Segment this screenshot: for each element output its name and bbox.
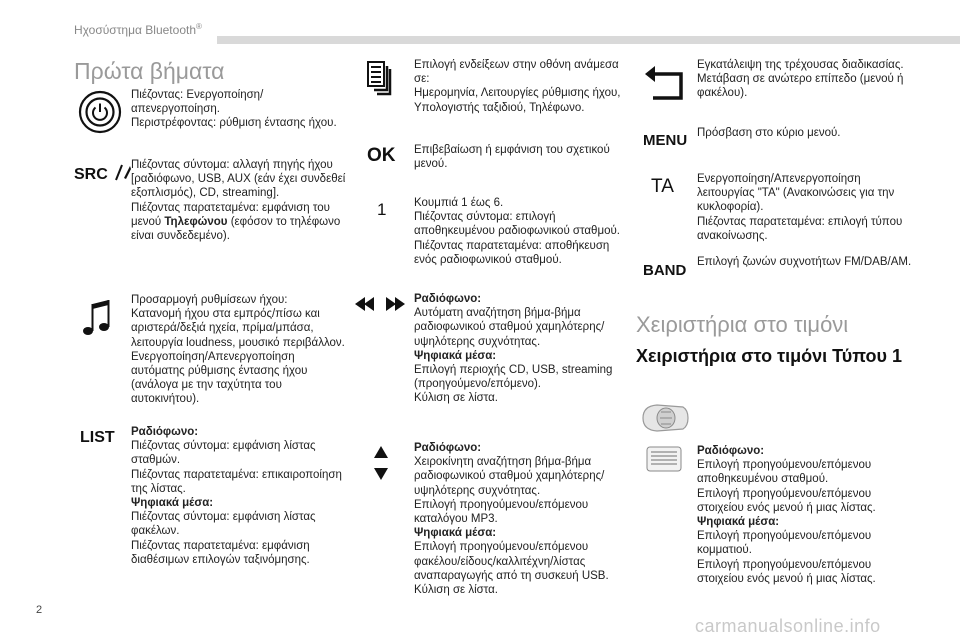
- preset-1-icon: 1: [377, 200, 387, 219]
- page-number: 2: [36, 604, 43, 616]
- list-icon: LIST: [80, 429, 115, 446]
- ok-desc: Επιβεβαίωση ή εμφάνιση του σχετικού μενού.: [414, 144, 610, 171]
- music-note-icon: [82, 298, 110, 343]
- steering-controls-type1-title: Χειριστήρια στο τιμόνι Τύπου 1: [636, 346, 903, 366]
- steering-controls-title: Χειριστήρια στο τιμόνι: [636, 312, 849, 337]
- display-select-icon: [366, 60, 394, 101]
- header-rule: [217, 36, 960, 44]
- watermark: carmanualsonline.info: [695, 616, 881, 636]
- list-desc: Ραδιόφωνο: Πιέζοντας σύντομα: εμφάνιση λίστας σταθμών. Πιέζοντας παρατεταμένα: επικαιροποίηση της λίστας. Ψηφιακά μέσα: Πιέζοντας σύντομα: εμφάνιση λίστας φακέλων. Πιέζοντας παρατεταμένα: εμφάνιση διαθέσιμων επιλογών ταξινόμησης.: [131, 426, 342, 566]
- audio-settings-desc: Προσαρμογή ρυθμίσεων ήχου: Κατανομή ήχου στα εμπρός/πίσω και αριστερά/δεξιά ηχεία, πρίμα/μπάσα, λειτουργία loudness, μουσικό περιβάλλον. Ενεργοποίηση/Απενεργοποίηση αυτόματης ρύθμισης έντασης ήχου (ανάλογα με την ταχύτητα του αυτοκινήτου).: [131, 294, 345, 406]
- back-icon: [645, 62, 685, 107]
- band-desc: Επιλογή ζωνών συχνοτήτων FM/DAB/AM.: [697, 256, 912, 268]
- display-select-desc: Επιλογή ενδείξεων στην οθόνη ανάμεσα σε: Ημερομηνία, Λειτουργίες ρύθμισης ήχου, Υπολογιστής ταξιδιού, Τηλέφωνο.: [414, 59, 621, 114]
- ta-desc: Ενεργοποίηση/Απενεργοποίηση λειτουργίας "TA" (Ανακοινώσεις για την κυκλοφορία). Πιέζοντας παρατεταμένα: επιλογή τύπου ανακοίνωσης.: [697, 173, 903, 242]
- ok-icon: OK: [367, 145, 396, 166]
- src-phone-icon: SRC: [74, 163, 132, 184]
- scroll-wheel-icon: [646, 446, 682, 477]
- band-icon: BAND: [643, 262, 687, 279]
- seek-icon: [355, 296, 405, 317]
- steering-control-stalk-icon: [639, 402, 689, 439]
- menu-icon: MENU: [643, 132, 688, 149]
- up-down-desc: Ραδιόφωνο: Χειροκίνητη αναζήτηση βήμα-βήμα ραδιοφωνικού σταθμού χαμηλότερης/ υψηλότερης συχνότητας. Επιλογή προηγούμενου/επόμενου καταλόγου MP3. Ψηφιακά μέσα: Επιλογή προηγούμενου/επόμενου φακέλου/είδους/καλλιτέχνη/λίστας αναπαραγωγής από τη συσκευή USB. Κύλιση σε λίστα.: [414, 442, 609, 597]
- wheel-desc: Ραδιόφωνο: Επιλογή προηγούμενου/επόμενου αποθηκευμένου σταθμού. Επιλογή προηγούμενου/επόμενου στοιχείου ενός μενού ή μιας λίστας. Ψηφιακά μέσα: Επιλογή προηγούμενου/επόμενου κομματιού. Επιλογή προηγούμενου/επόμενου στοιχείου ενός μενού ή μιας λίστας.: [697, 445, 876, 585]
- running-header: Ηχοσύστημα Bluetooth®: [74, 22, 202, 37]
- up-down-icon: [374, 446, 388, 485]
- ta-icon: TA: [651, 176, 674, 197]
- src-desc: Πιέζοντας σύντομα: αλλαγή πηγής ήχου [ραδιόφωνο, USB, AUX (εάν έχει συνδεθεί εξοπλισμός), CD, streaming]. Πιέζοντας παρατεταμένα: εμφάνιση του μενού Τηλεφώνου (εφόσον το τηλέφωνο είναι συνδεδεμένο).: [131, 159, 346, 243]
- section-title: Πρώτα βήματα: [74, 58, 225, 84]
- menu-desc: Πρόσβαση στο κύριο μενού.: [697, 127, 841, 139]
- preset-desc: Κουμπιά 1 έως 6. Πιέζοντας σύντομα: επιλογή αποθηκευμένου ραδιοφωνικού σταθμού. Πιέζοντας παρατεταμένα: αποθήκευση ενός ραδιοφωνικού σταθμού.: [414, 197, 620, 266]
- power-desc: Πιέζοντας: Ενεργοποίηση/ απενεργοποίηση. Περιστρέφοντας: ρύθμιση έντασης ήχου.: [131, 89, 337, 130]
- power-icon: [78, 90, 122, 139]
- seek-desc: Ραδιόφωνο: Αυτόματη αναζήτηση βήμα-βήμα ραδιοφωνικού σταθμού χαμηλότερης/ υψηλότερης συχνότητας. Ψηφιακά μέσα: Επιλογή περιοχής CD, USB, streaming (προηγούμενο/επόμενο). Κύλιση σε λίστα.: [414, 293, 613, 405]
- back-desc: Εγκατάλειψη της τρέχουσας διαδικασίας. Μετάβαση σε ανώτερο επίπεδο (μενού ή φακέλου).: [697, 59, 904, 100]
